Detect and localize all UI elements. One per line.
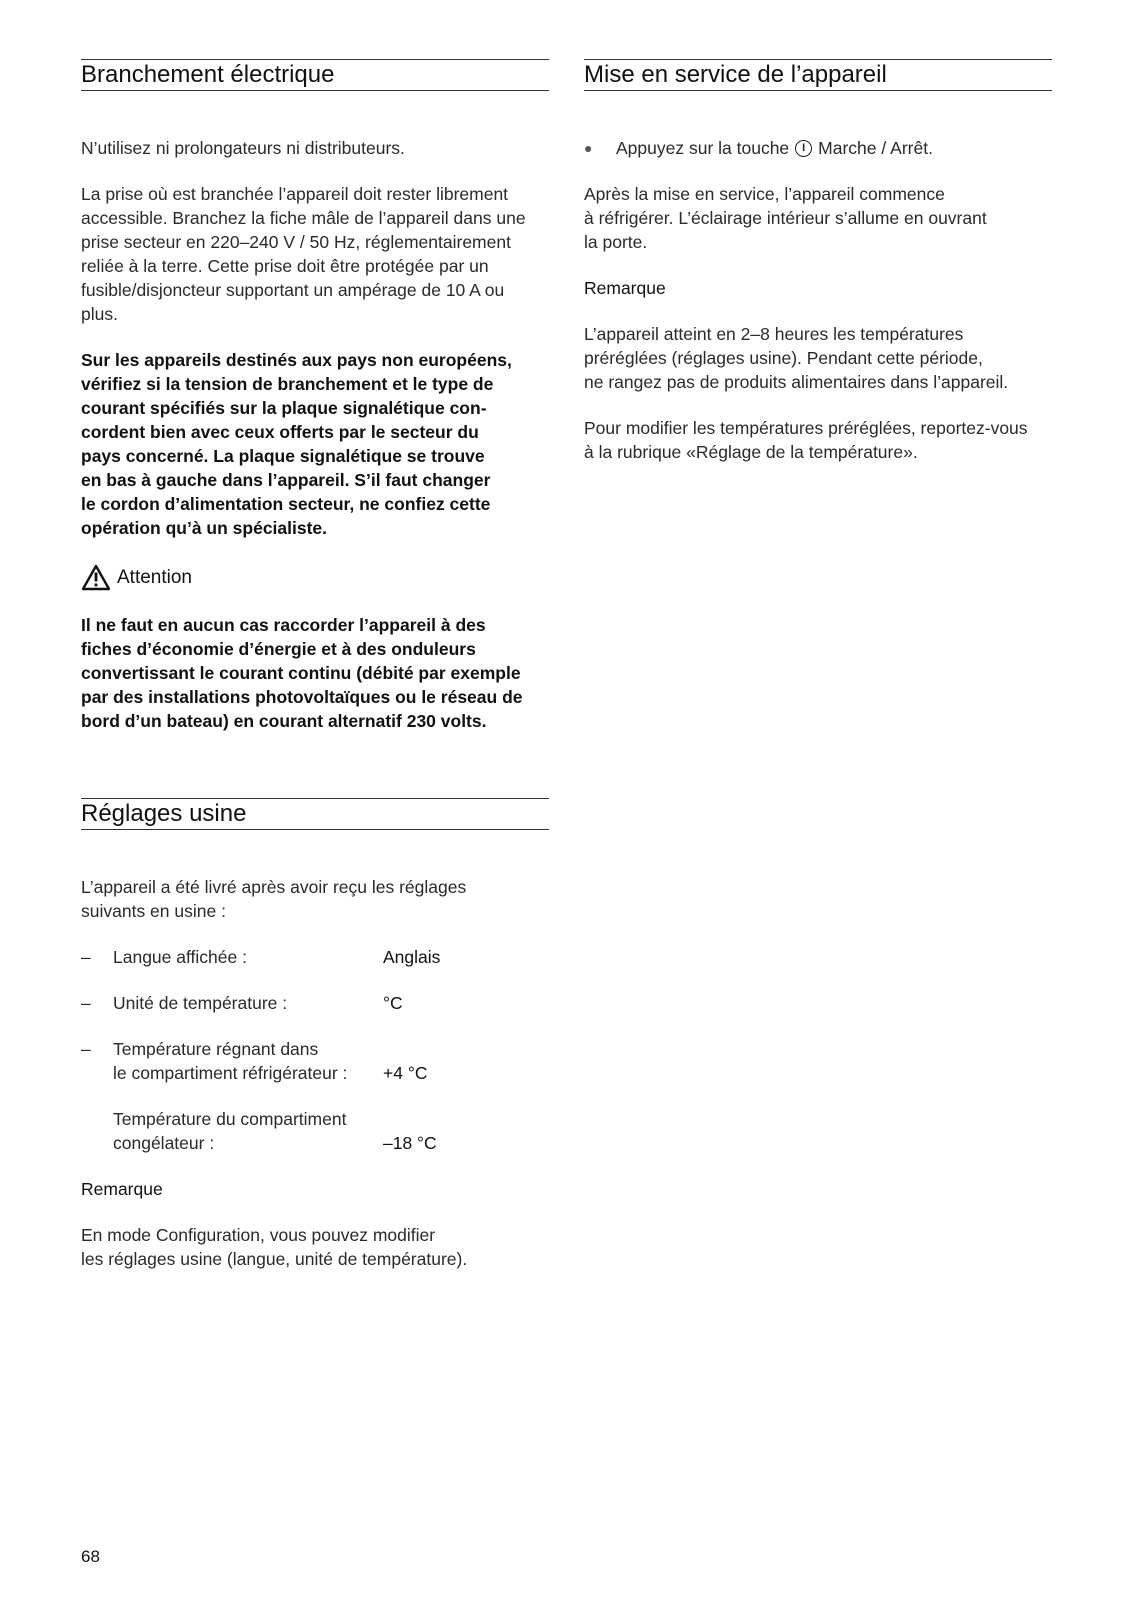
setting-row-fridge-temperature: – Température régnant dans le compartiment réfrigérateur : +4 °C	[81, 1039, 428, 1083]
paragraph-after-startup: Après la mise en service, l’appareil commence à réfrigérer. L’éclairage intérieur s’allume en ouvrant la porte.	[584, 184, 987, 252]
page-number: 68	[81, 1547, 100, 1566]
left-column	[81, 59, 549, 1271]
setting-label: Unité de température :	[113, 993, 288, 1013]
setting-value: +4 °C	[383, 1063, 428, 1083]
paragraph-modify-temperatures: Pour modifier les températures préréglées, reportez-vous à la rubrique «Réglage de la température».	[584, 418, 1028, 462]
heading-reglages-usine: Réglages usine	[81, 798, 549, 830]
setting-label: Température du compartiment congélateur :	[113, 1109, 347, 1153]
setting-value: –18 °C	[383, 1133, 437, 1153]
setting-label: Température régnant dans le compartiment réfrigérateur :	[113, 1039, 348, 1083]
setting-label: Langue affichée :	[113, 947, 247, 967]
note-title-startup: Remarque	[584, 278, 666, 298]
paragraph-factory-intro: L’appareil a été livré après avoir reçu les réglages suivants en usine :	[81, 877, 467, 921]
paragraph-temperature-reach: L’appareil atteint en 2–8 heures les températures préréglées (réglages usine). Pendant cette période, ne rangez pas de produits alimentaires dans l’appareil.	[584, 324, 1009, 392]
paragraph-no-extensions: N’utilisez ni prolongateurs ni distributeurs.	[81, 138, 405, 158]
heading-branchement-electrique: Branchement électrique	[81, 59, 549, 91]
power-button-icon: I	[795, 140, 812, 157]
paragraph-factory-note: En mode Configuration, vous pouvez modifier les réglages usine (langue, unité de température).	[81, 1225, 468, 1269]
warning-triangle-icon	[81, 564, 111, 591]
bullet-power-instruction: ● Appuyez sur la touche I Marche / Arrêt.	[584, 138, 933, 158]
right-column	[584, 59, 1052, 464]
setting-row-freezer-temperature	[81, 1107, 549, 1155]
setting-row-temperature-unit: – Unité de température : °C	[81, 993, 403, 1013]
note-title-factory: Remarque	[81, 1179, 163, 1199]
attention-label: Attention	[117, 566, 192, 588]
bullet-dot-icon: ●	[584, 140, 593, 156]
paragraph-socket-requirements: La prise où est branchée l’appareil doit rester librement accessible. Branchez la fiche mâle de l’appareil dans une prise secteur en 220–240 V / 50 Hz, réglementairement reliée à la terre. Cette prise doit être protégée par un fusible/disjoncteur supportant un ampérage de 10 A ou plus.	[81, 184, 526, 324]
setting-value: °C	[383, 993, 403, 1013]
attention-heading	[81, 564, 549, 591]
heading-mise-en-service: Mise en service de l’appareil	[584, 59, 1052, 91]
setting-row-language: – Langue affichée : Anglais	[81, 947, 441, 967]
paragraph-attention-warning: Il ne faut en aucun cas raccorder l’appareil à des fiches d’économie d’énergie et à des onduleurs convertissant le courant continu (débité par exemple par des installations photovoltaïques ou le réseau de bord d’un bateau) en courant alternatif 230 volts.	[81, 615, 523, 731]
setting-value: Anglais	[383, 947, 441, 967]
paragraph-non-european-countries: Sur les appareils destinés aux pays non européens, vérifiez si la tension de branchement et le type de courant spécifiés sur la plaque signalétique con- cordent bien avec ceux offerts par le secteur du pays concerné. La plaque signalétique se trouve en bas à gauche dans l’appareil. S’il faut changer le cordon d’alimentation secteur, ne confiez cette opération qu’à un spécialiste.	[81, 350, 512, 538]
